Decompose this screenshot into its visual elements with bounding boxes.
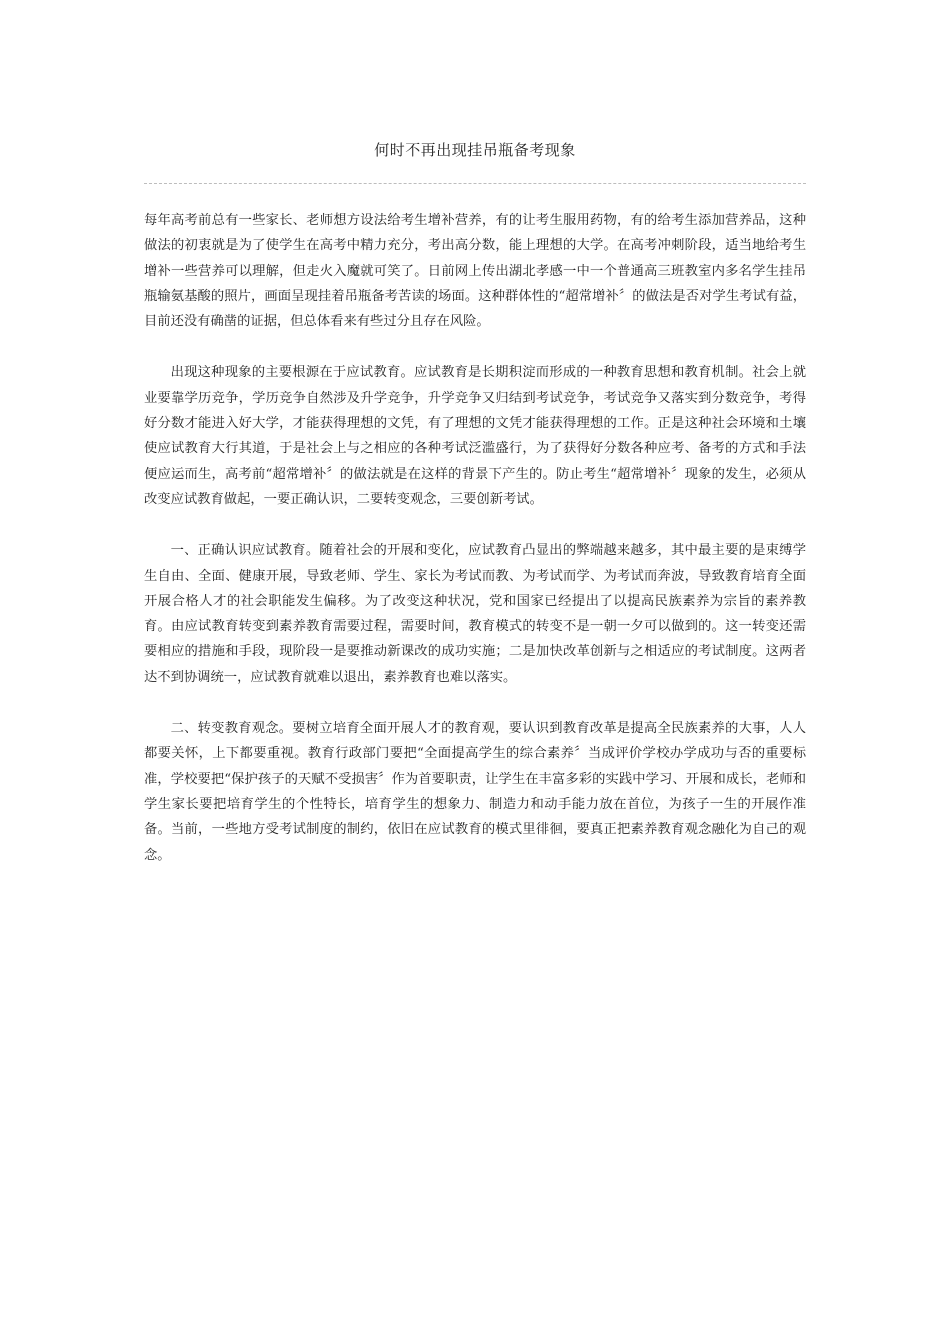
paragraph-3: 一、正确认识应试教育。随着社会的开展和变化，应试教育凸显出的弊端越来越多，其中最主要的是束缚学生自由、全面、健康开展，导致老师、学生、家长为考试而教、为考试而学、为考试而奔波，导致教育培育全面开展合格人才的社会职能发生偏移。为了改变这种状况，党和国家已经提出了以提高民族素养为宗旨的素养教育。由应试教育转变到素养教育需要过程，需要时间，教育模式的转变不是一朝一夕可以做到的。这一转变还需要相应的措施和手段，现阶段一是要推动新课改的成功实施；二是加快改革创新与之相适应的考试制度。这两者达不到协调统一，应试教育就难以退出，素养教育也难以落实。 — [144, 543, 806, 685]
paragraph-2: 出现这种现象的主要根源在于应试教育。应试教育是长期积淀而形成的一种教育思想和教育机制。社会上就业要靠学历竞争，学历竞争自然涉及升学竞争，升学竞争又归结到考试竞争，考试竞争又落实到分数竞争，考得好分数才能进入好大学，才能获得理想的文凭，有了理想的文凭才能获得理想的工作。正是这种社会环境和土壤使应试教育大行其道，于是社会上与之相应的各种考试泛滥盛行，为了获得好分数各种应考、备考的方式和手法便应运而生，高考前“超常增补〞的做法就是在这样的背景下产生的。防止考生“超常增补〞现象的发生，必须从改变应试教育做起，一要正确认识，二要转变观念，三要创新考试。 — [144, 365, 806, 507]
document-title: 何时不再出现挂吊瓶备考现象 — [374, 141, 576, 159]
document-body — [144, 208, 806, 894]
paragraph-1: 每年高考前总有一些家长、老师想方设法给考生增补营养，有的让考生服用药物，有的给考生添加营养品，这种做法的初衷就是为了使学生在高考中精力充分，考出高分数，能上理想的大学。在高考冲刺阶段，适当地给考生增补一些营养可以理解，但走火入魔就可笑了。日前网上传出湖北孝感一中一个普通高三班教室内多名学生挂吊瓶输氨基酸的照片，画面呈现挂着吊瓶备考苦读的场面。这种群体性的“超常增补〞的做法是否对学生考试有益，目前还没有确凿的证据，但总体看来有些过分且存在风险。 — [144, 213, 806, 330]
title-divider — [144, 183, 806, 184]
paragraph-4: 二、转变教育观念。要树立培育全面开展人才的教育观，要认识到教育改革是提高全民族素养的大事，人人都要关怀，上下都要重视。教育行政部门要把“全面提高学生的综合素养〞当成评价学校办学成功与否的重要标准，学校要把“保护孩子的天赋不受损害〞作为首要职责，让学生在丰富多彩的实践中学习、开展和成长，老师和学生家长要把培育学生的个性特长，培育学生的想象力、制造力和动手能力放在首位，为孩子一生的开展作准备。当前，一些地方受考试制度的制约，依旧在应试教育的模式里徘徊，要真正把素养教育观念融化为自己的观念。 — [144, 721, 806, 863]
